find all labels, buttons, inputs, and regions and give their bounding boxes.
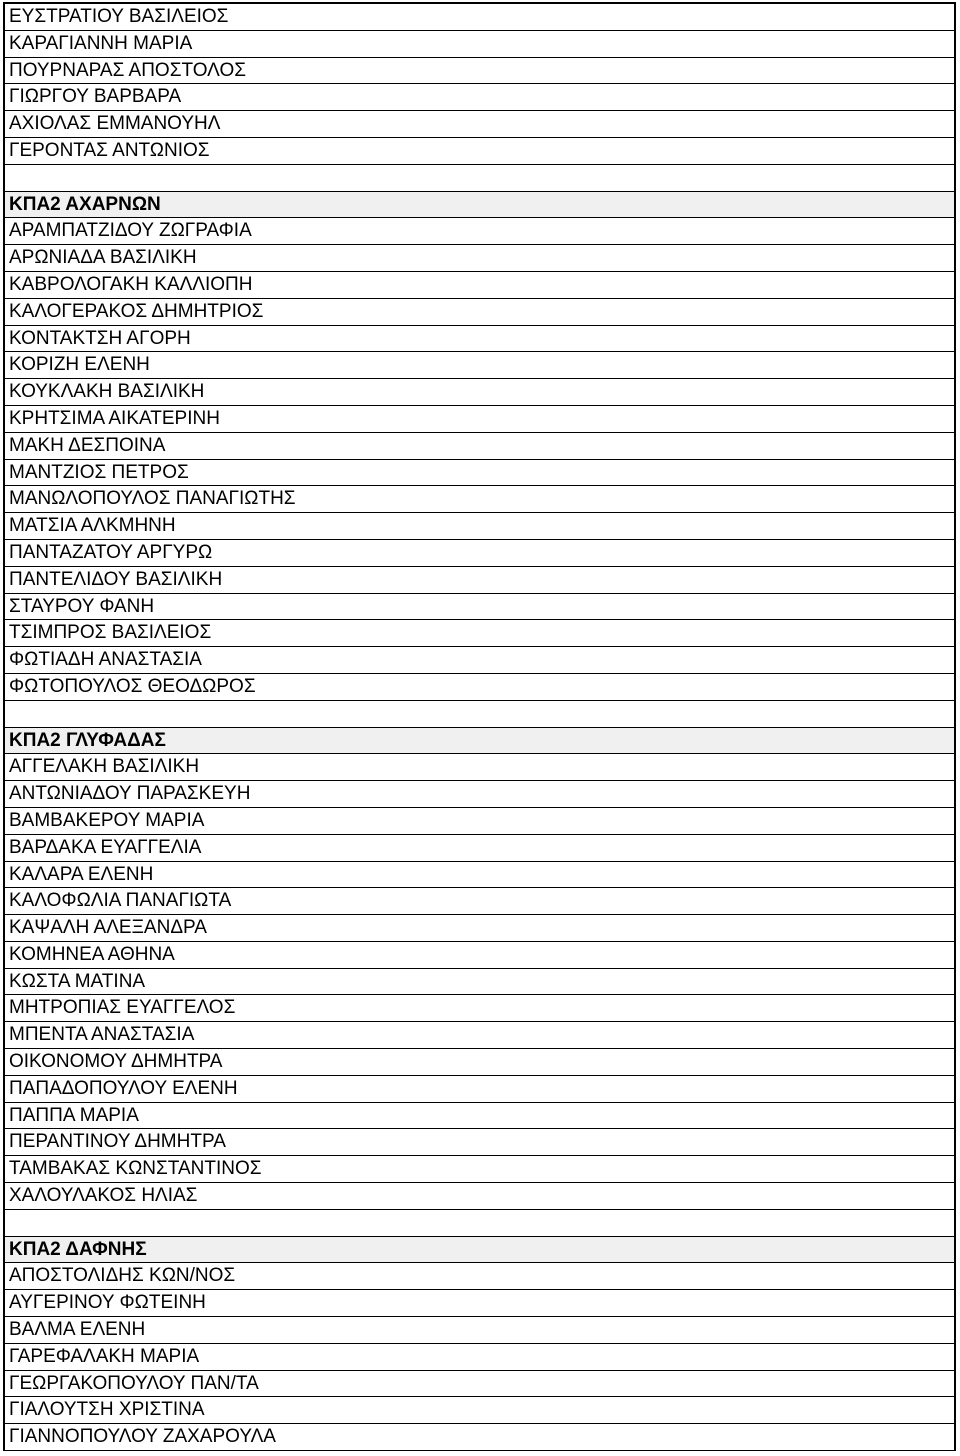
name-row: ΑΝΤΩΝΙΑΔΟΥ ΠΑΡΑΣΚΕΥΗ <box>5 781 954 808</box>
name-row: ΚΩΣΤΑ ΜΑΤΙΝΑ <box>5 969 954 996</box>
name-row: ΑΧΙΟΛΑΣ ΕΜΜΑΝΟΥΗΛ <box>5 111 954 138</box>
name-row: ΚΟΜΗΝΕΑ ΑΘΗΝΑ <box>5 942 954 969</box>
name-row: ΚΑΡΑΓΙΑΝΝΗ ΜΑΡΙΑ <box>5 31 954 58</box>
name-row: ΚΑΛΟΓΕΡΑΚΟΣ ΔΗΜΗΤΡΙΟΣ <box>5 299 954 326</box>
name-row: ΒΑΜΒΑΚΕΡΟΥ ΜΑΡΙΑ <box>5 808 954 835</box>
name-row: ΓΙΑΛΟΥΤΣΗ ΧΡΙΣΤΙΝΑ <box>5 1397 954 1424</box>
name-row: ΓΕΡΟΝΤΑΣ ΑΝΤΩΝΙΟΣ <box>5 138 954 165</box>
name-row: ΜΑΚΗ ΔΕΣΠΟΙΝΑ <box>5 433 954 460</box>
name-row: ΑΠΟΣΤΟΛΙΔΗΣ ΚΩΝ/ΝΟΣ <box>5 1263 954 1290</box>
name-row: ΚΑΛΑΡΑ ΕΛΕΝΗ <box>5 862 954 889</box>
name-row: ΜΑΤΣΙΑ ΑΛΚΜΗΝΗ <box>5 513 954 540</box>
name-row: ΚΑΒΡΟΛΟΓΑΚΗ ΚΑΛΛΙΟΠΗ <box>5 272 954 299</box>
name-row: ΠΑΠΑΔΟΠΟΥΛΟΥ ΕΛΕΝΗ <box>5 1076 954 1103</box>
name-row: ΓΕΩΡΓΑΚΟΠΟΥΛΟΥ ΠΑΝ/ΤΑ <box>5 1371 954 1398</box>
name-row: ΜΗΤΡΟΠΙΑΣ ΕΥΑΓΓΕΛΟΣ <box>5 995 954 1022</box>
name-row: ΕΥΣΤΡΑΤΙΟΥ ΒΑΣΙΛΕΙΟΣ <box>5 4 954 31</box>
name-row: ΠΑΝΤΑΖΑΤΟΥ ΑΡΓΥΡΩ <box>5 540 954 567</box>
name-row: ΦΩΤΙΑΔΗ ΑΝΑΣΤΑΣΙΑ <box>5 647 954 674</box>
name-row: ΚΑΛΟΦΩΛΙΑ ΠΑΝΑΓΙΩΤΑ <box>5 888 954 915</box>
section-header: ΚΠΑ2 ΓΛΥΦΑΔΑΣ <box>5 728 954 755</box>
name-row: ΑΡΩΝΙΑΔΑ ΒΑΣΙΛΙΚΗ <box>5 245 954 272</box>
name-row: ΓΑΡΕΦΑΛΑΚΗ ΜΑΡΙΑ <box>5 1344 954 1371</box>
name-row: ΤΣΙΜΠΡΟΣ ΒΑΣΙΛΕΙΟΣ <box>5 620 954 647</box>
blank-row <box>5 1210 954 1237</box>
name-row: ΓΙΩΡΓΟΥ ΒΑΡΒΑΡΑ <box>5 84 954 111</box>
name-row: ΠΕΡΑΝΤΙΝΟΥ ΔΗΜΗΤΡΑ <box>5 1129 954 1156</box>
name-row: ΒΑΛΜΑ ΕΛΕΝΗ <box>5 1317 954 1344</box>
name-row: ΜΑΝΤΖΙΟΣ ΠΕΤΡΟΣ <box>5 460 954 487</box>
name-row: ΚΑΨΑΛΗ ΑΛΕΞΑΝΔΡΑ <box>5 915 954 942</box>
name-row: ΚΟΡΙΖΗ ΕΛΕΝΗ <box>5 352 954 379</box>
section-header: ΚΠΑ2 ΔΑΦΝΗΣ <box>5 1237 954 1264</box>
blank-row <box>5 165 954 192</box>
blank-row <box>5 701 954 728</box>
name-row: ΦΩΤΟΠΟΥΛΟΣ ΘΕΟΔΩΡΟΣ <box>5 674 954 701</box>
name-row: ΒΑΡΔΑΚΑ ΕΥΑΓΓΕΛΙΑ <box>5 835 954 862</box>
name-row: ΜΠΕΝΤΑ ΑΝΑΣΤΑΣΙΑ <box>5 1022 954 1049</box>
name-row: ΠΑΝΤΕΛΙΔΟΥ ΒΑΣΙΛΙΚΗ <box>5 567 954 594</box>
name-list-table <box>3 2 956 1451</box>
name-row: ΜΑΝΩΛΟΠΟΥΛΟΣ ΠΑΝΑΓΙΩΤΗΣ <box>5 486 954 513</box>
name-row: ΤΑΜΒΑΚΑΣ ΚΩΝΣΤΑΝΤΙΝΟΣ <box>5 1156 954 1183</box>
section-header: ΚΠΑ2 ΑΧΑΡΝΩΝ <box>5 192 954 219</box>
name-row: ΧΑΛΟΥΛΑΚΟΣ ΗΛΙΑΣ <box>5 1183 954 1210</box>
name-row: ΚΟΝΤΑΚΤΣΗ ΑΓΟΡΗ <box>5 326 954 353</box>
name-row: ΠΑΠΠΑ ΜΑΡΙΑ <box>5 1103 954 1130</box>
name-row: ΣΤΑΥΡΟΥ ΦΑΝΗ <box>5 594 954 621</box>
name-row: ΑΓΓΕΛΑΚΗ ΒΑΣΙΛΙΚΗ <box>5 754 954 781</box>
name-row: ΠΟΥΡΝΑΡΑΣ ΑΠΟΣΤΟΛΟΣ <box>5 58 954 85</box>
name-row: ΑΥΓΕΡΙΝΟΥ ΦΩΤΕΙΝΗ <box>5 1290 954 1317</box>
name-row: ΑΡΑΜΠΑΤΖΙΔΟΥ ΖΩΓΡΑΦΙΑ <box>5 218 954 245</box>
name-row: ΚΡΗΤΣΙΜΑ ΑΙΚΑΤΕΡΙΝΗ <box>5 406 954 433</box>
name-row: ΚΟΥΚΛΑΚΗ ΒΑΣΙΛΙΚΗ <box>5 379 954 406</box>
name-row: ΟΙΚΟΝΟΜΟΥ ΔΗΜΗΤΡΑ <box>5 1049 954 1076</box>
name-row: ΓΙΑΝΝΟΠΟΥΛΟΥ ΖΑΧΑΡΟΥΛΑ <box>5 1424 954 1451</box>
